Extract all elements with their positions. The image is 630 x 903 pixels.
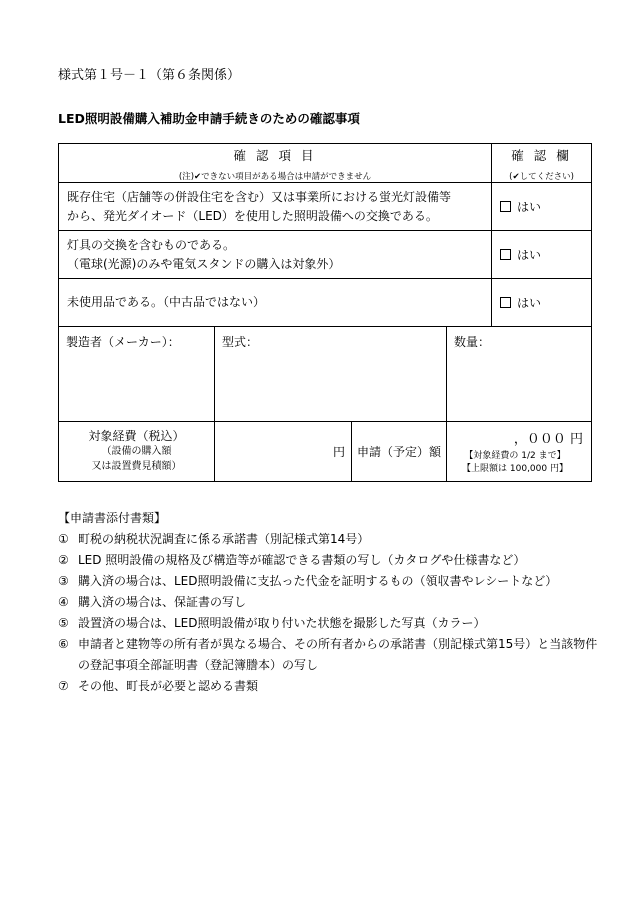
cost-label-cell <box>59 422 215 482</box>
cost-label: 対象経費（税込） <box>88 429 185 443</box>
checkbox-2[interactable] <box>500 249 511 260</box>
list-item <box>58 592 603 613</box>
apply-amount-field[interactable] <box>447 422 592 482</box>
checkbox-3[interactable] <box>500 297 511 308</box>
list-item-number: ① <box>58 532 69 546</box>
list-item-number: ⑥ <box>58 637 69 651</box>
list-item-text: 設置済の場合は、LED照明設備が取り付いた状態を撮影した写真（カラー） <box>78 616 486 630</box>
check-cell-2[interactable] <box>492 231 592 279</box>
list-item <box>58 550 603 571</box>
list-item-number: ④ <box>58 595 69 609</box>
list-item-text: 申請者と建物等の所有者が異なる場合、その所有者からの承諾書（別記様式第15号）と当該物件の登記事項全部証明書（登記簿謄本）の写し <box>78 637 598 672</box>
check-cell-3[interactable] <box>492 279 592 327</box>
cost-row <box>59 422 592 482</box>
table-row <box>59 279 592 327</box>
confirm-item-1-line2: から、発光ダイオード（LED）を使用した照明設備への交換である。 <box>67 208 438 223</box>
header-item-note: (注)✔できない項目がある場合は申請ができません <box>178 172 372 182</box>
form-number: 様式第１号－１（第６条関係） <box>58 68 241 83</box>
attachments-title: 【申請書添付書類】 <box>58 511 167 525</box>
table-header-row <box>59 144 592 183</box>
apply-label-cell <box>352 422 447 482</box>
list-item-number: ② <box>58 553 69 567</box>
confirm-item-2-line1: 灯具の交換を含むものである。 <box>67 237 236 252</box>
confirm-item-3-line1: 未使用品である。（中古品ではない） <box>67 295 266 309</box>
list-item <box>58 634 603 676</box>
check-label-3: はい <box>517 296 542 310</box>
list-item-text: 購入済の場合は、保証書の写し <box>78 595 247 609</box>
cost-sub-label-1: （設備の購入額 <box>101 446 172 457</box>
confirm-item-1 <box>59 183 492 231</box>
list-item-text: その他、町長が必要と認める書類 <box>78 679 259 693</box>
check-cell-1[interactable] <box>492 183 592 231</box>
model-label: 型式： <box>222 335 259 349</box>
confirm-item-2-line2: （電球(光源)のみや電気スタンドの購入は対象外） <box>67 256 341 271</box>
apply-note-1: 【対象経費の 1/2 まで】 <box>464 450 566 461</box>
confirmation-table <box>58 143 592 482</box>
list-item-number: ③ <box>58 574 69 588</box>
yen-unit: 円 <box>332 445 345 459</box>
check-label-1: はい <box>517 200 542 214</box>
maker-label: 製造者（メーカー）： <box>66 335 180 349</box>
cost-sub-label-2: 又は設置費見積額） <box>91 461 182 472</box>
header-item-title: 確 認 項 目 <box>233 148 317 163</box>
table-row <box>59 231 592 279</box>
list-item-number: ⑦ <box>58 679 69 693</box>
list-item <box>58 571 603 592</box>
list-item-text: 購入済の場合は、LED照明設備に支払った代金を証明するもの（領収書やレシートなど） <box>78 574 558 588</box>
cost-amount-field[interactable] <box>215 422 352 482</box>
model-field[interactable] <box>215 327 447 422</box>
list-item <box>58 613 603 634</box>
header-check-title: 確 認 欄 <box>511 148 572 163</box>
maker-field[interactable] <box>59 327 215 422</box>
product-info-row <box>59 327 592 422</box>
checkbox-1[interactable] <box>500 201 511 212</box>
list-item-text: 町税の納税状況調査に係る承諾書（別記様式第14号） <box>78 532 370 546</box>
header-check-cell <box>492 144 592 183</box>
document-title: LED照明設備購入補助金申請手続きのための確認事項 <box>58 111 360 126</box>
apply-amount: ，０００ 円 <box>513 431 584 447</box>
confirm-item-3 <box>59 279 492 327</box>
list-item-number: ⑤ <box>58 616 69 630</box>
apply-label: 申請（予定）額 <box>356 445 441 459</box>
confirm-item-1-line1: 既存住宅（店舗等の併設住宅を含む）又は事業所における蛍光灯設備等 <box>67 189 452 204</box>
quantity-label: 数量： <box>454 335 491 349</box>
header-item-cell <box>59 144 492 183</box>
header-check-note: (✔してください) <box>509 172 574 182</box>
attachments-list <box>58 529 603 697</box>
confirm-item-2 <box>59 231 492 279</box>
table-row <box>59 183 592 231</box>
quantity-field[interactable] <box>447 327 592 422</box>
check-label-2: はい <box>517 248 542 262</box>
apply-note-2: 【上限額は 100,000 円】 <box>462 463 568 474</box>
list-item <box>58 529 603 550</box>
list-item <box>58 676 603 697</box>
list-item-text: LED 照明設備の規格及び構造等が確認できる書類の写し（カタログや仕様書など） <box>78 553 526 567</box>
attachments-section <box>58 508 603 697</box>
